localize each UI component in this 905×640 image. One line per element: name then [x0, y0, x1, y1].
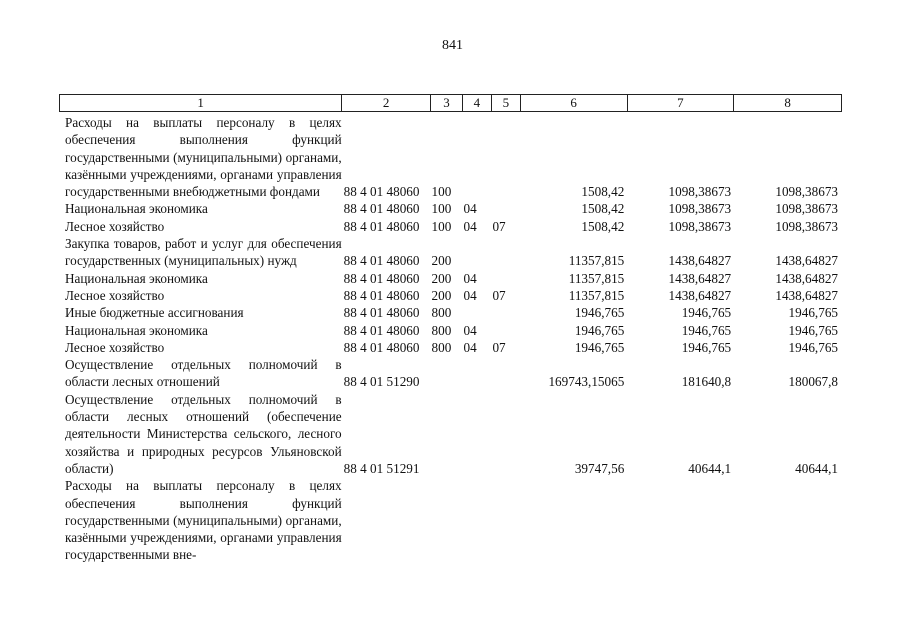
row-expense-type: 800 — [431, 322, 452, 338]
row-value-col7: 1438,64827 — [668, 270, 732, 286]
column-header-5: 5 — [492, 95, 521, 111]
row-subsection: 07 — [492, 339, 506, 355]
row-value-col7: 1946,765 — [681, 339, 732, 355]
table-row — [59, 322, 842, 339]
row-value-col7: 1946,765 — [681, 322, 732, 338]
row-value-col8: 1098,38673 — [775, 184, 838, 200]
row-value-col6: 11357,815 — [568, 253, 625, 269]
table-row — [59, 356, 842, 391]
row-target-code: 88 4 01 48060 — [343, 201, 420, 217]
row-name: Осуществление отдельных полномочий в области лесных отношений — [65, 357, 342, 390]
row-expense-type: 800 — [431, 339, 452, 355]
row-target-code: 88 4 01 48060 — [343, 270, 420, 286]
row-section: 04 — [463, 201, 477, 217]
row-value-col6: 1508,42 — [581, 184, 625, 200]
page-number: 841 — [442, 38, 463, 53]
row-value-col8: 1946,765 — [788, 339, 838, 355]
row-value-col7: 40644,1 — [688, 460, 732, 476]
row-target-code: 88 4 01 48060 — [343, 218, 420, 234]
row-name: Осуществление отдельных полномочий в области лесных отношений (обеспечение деятельности Министерства сельского, лесного хозяйства и природных ресурсов Ульяновской области) — [65, 391, 342, 476]
table-row — [59, 270, 842, 287]
column-header-2: 2 — [342, 95, 431, 111]
row-section: 04 — [463, 322, 477, 338]
row-name: Лесное хозяйство — [65, 339, 165, 355]
row-target-code: 88 4 01 51290 — [343, 374, 420, 390]
table-row — [59, 304, 842, 321]
row-value-col8: 1098,38673 — [775, 218, 838, 234]
row-value-col7: 181640,8 — [681, 374, 732, 390]
row-target-code: 88 4 01 48060 — [343, 322, 420, 338]
row-target-code: 88 4 01 48060 — [343, 339, 420, 355]
row-expense-type: 200 — [431, 270, 452, 286]
column-header-3: 3 — [431, 95, 463, 111]
row-expense-type: 200 — [431, 287, 452, 303]
row-value-col8: 180067,8 — [788, 374, 838, 390]
row-target-code: 88 4 01 48060 — [343, 253, 420, 269]
table-row — [59, 339, 842, 356]
row-name: Расходы на выплаты персоналу в целях обеспечения выполнения функций государственными (муниципальными) органами, казёнными учреждениями, органами управления государственными вне- — [65, 478, 342, 563]
row-value-col8: 1098,38673 — [775, 201, 838, 217]
row-subsection: 07 — [492, 287, 506, 303]
row-target-code: 88 4 01 48060 — [343, 287, 420, 303]
table-row — [59, 287, 842, 304]
row-section: 04 — [463, 218, 477, 234]
row-value-col8: 1438,64827 — [775, 287, 838, 303]
row-expense-type: 100 — [431, 184, 452, 200]
table-row — [59, 477, 842, 563]
row-expense-type: 100 — [431, 218, 452, 234]
row-value-col6: 39747,56 — [574, 460, 625, 476]
row-name: Национальная экономика — [65, 201, 208, 217]
row-value-col8: 40644,1 — [795, 460, 838, 476]
row-value-col8: 1946,765 — [788, 305, 838, 321]
row-name: Лесное хозяйство — [65, 287, 165, 303]
row-section: 04 — [463, 287, 477, 303]
row-target-code: 88 4 01 48060 — [343, 305, 420, 321]
row-name: Расходы на выплаты персоналу в целях обеспечения выполнения функций государственными (муниципальными) органами, казёнными учреждениями, органами управления государственными внебюджетными фондами — [65, 115, 342, 200]
row-name: Национальная экономика — [65, 322, 208, 338]
row-target-code: 88 4 01 51291 — [343, 460, 420, 476]
table-header-row — [59, 94, 842, 112]
column-header-8: 8 — [784, 95, 791, 110]
row-name: Национальная экономика — [65, 270, 208, 286]
row-expense-type: 100 — [431, 201, 452, 217]
row-value-col7: 1946,765 — [681, 305, 732, 321]
row-value-col6: 169743,15065 — [548, 374, 625, 390]
row-target-code: 88 4 01 48060 — [343, 184, 420, 200]
table-row — [59, 200, 842, 217]
column-header-6: 6 — [521, 95, 628, 111]
row-value-col7: 1438,64827 — [668, 253, 732, 269]
table-body — [59, 114, 842, 564]
row-expense-type: 800 — [431, 305, 452, 321]
row-value-col6: 1508,42 — [581, 201, 625, 217]
column-header-1: 1 — [60, 95, 342, 111]
row-section: 04 — [463, 339, 477, 355]
row-value-col6: 1508,42 — [581, 218, 625, 234]
row-value-col6: 11357,815 — [568, 287, 625, 303]
row-value-col8: 1438,64827 — [775, 270, 838, 286]
row-section: 04 — [463, 270, 477, 286]
row-value-col7: 1438,64827 — [668, 287, 732, 303]
row-value-col6: 11357,815 — [568, 270, 625, 286]
row-value-col8: 1946,765 — [788, 322, 838, 338]
row-name: Иные бюджетные ассигнования — [65, 305, 244, 321]
table-row — [59, 391, 842, 477]
column-header-4: 4 — [463, 95, 492, 111]
row-expense-type: 200 — [431, 253, 452, 269]
row-value-col7: 1098,38673 — [668, 201, 732, 217]
row-value-col6: 1946,765 — [574, 305, 625, 321]
row-name: Закупка товаров, работ и услуг для обеспечения государственных (муниципальных) нужд — [65, 236, 342, 269]
table-row — [59, 114, 842, 200]
row-subsection: 07 — [492, 218, 506, 234]
row-value-col6: 1946,765 — [574, 339, 625, 355]
column-header-7: 7 — [628, 95, 735, 111]
table-row — [59, 235, 842, 270]
row-name: Лесное хозяйство — [65, 218, 165, 234]
row-value-col6: 1946,765 — [574, 322, 625, 338]
row-value-col7: 1098,38673 — [668, 218, 732, 234]
row-value-col8: 1438,64827 — [775, 253, 838, 269]
row-value-col7: 1098,38673 — [668, 184, 732, 200]
table-row — [59, 218, 842, 235]
